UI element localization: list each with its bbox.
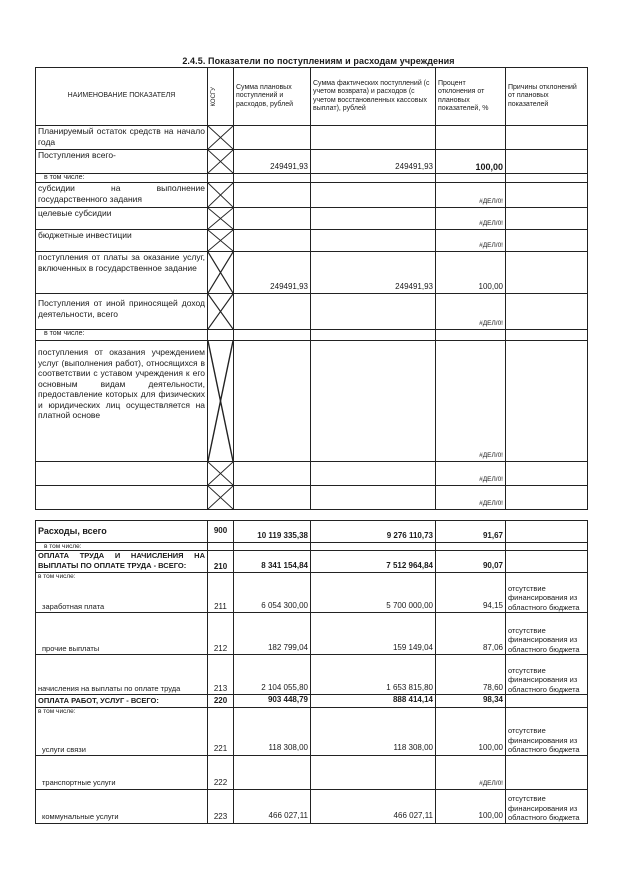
plan-value: 8 341 154,84: [234, 551, 311, 573]
pct-value: 100,00: [436, 252, 506, 294]
pct-value: 100,00: [436, 707, 506, 755]
row-label: бюджетные инвестиции: [36, 230, 208, 252]
plan-value: 2 104 055,80: [234, 655, 311, 695]
header-plan: Сумма плановых поступлений и расходов, рублей: [234, 68, 311, 126]
reason-text: отсутствие финансирования из областного бюджета: [506, 655, 588, 695]
pct-value: 78,60: [436, 655, 506, 695]
section-title: 2.4.5. Показатели по поступлениям и расходам учреждения: [182, 56, 455, 66]
cross-mark: [208, 208, 234, 230]
table-row: [36, 230, 588, 252]
table-row: [36, 150, 588, 174]
pct-value: 91,67: [436, 521, 506, 543]
cross-mark: [208, 252, 234, 294]
table-row: [36, 613, 588, 655]
incl-label: в том числе:: [36, 330, 208, 341]
fact-value: 466 027,11: [311, 789, 436, 823]
table-row: [36, 573, 588, 613]
pct-value: #ДЕЛ/0!: [436, 341, 506, 462]
row-label: Планируемый остаток средств на начало года: [36, 126, 208, 150]
pct-value: 87,06: [436, 613, 506, 655]
reason-text: отсутствие финансирования из областного бюджета: [506, 573, 588, 613]
plan-value: 182 799,04: [234, 613, 311, 655]
reason-text: отсутствие финансирования из областного бюджета: [506, 789, 588, 823]
header-fact: Сумма фактических поступлений (с учетом возврата) и расходов (с учетом восстановленных кассовых выплат), рублей: [311, 68, 436, 126]
plan-value: 249491,93: [234, 150, 311, 174]
table-row: [36, 551, 588, 573]
fact-value: 249491,93: [311, 150, 436, 174]
code-value: 210: [208, 551, 234, 573]
pct-value: 94,15: [436, 573, 506, 613]
fact-value: 118 308,00: [311, 707, 436, 755]
row-label: поступления от платы за оказание услуг, включенных в государственное задание: [36, 252, 208, 294]
code-value: 211: [208, 573, 234, 613]
code-value: 212: [208, 613, 234, 655]
table-row: [36, 208, 588, 230]
fact-value: 249491,93: [311, 252, 436, 294]
incl-label: в том числе:: [38, 573, 76, 580]
header-code: КОСГУ: [211, 86, 217, 107]
header-reasons: Причины отклонений от плановых показателей: [506, 68, 588, 126]
cross-mark: [208, 230, 234, 252]
table-row: [36, 294, 588, 330]
plan-value: 249491,93: [234, 252, 311, 294]
pct-value: #ДЕЛ/0!: [436, 462, 506, 486]
table-row: [36, 341, 588, 462]
header-row: [36, 68, 588, 126]
reason-text: отсутствие финансирования из областного бюджета: [506, 707, 588, 755]
table-row: [36, 789, 588, 823]
row-label: Поступления от иной приносящей доход деятельности, всего: [36, 294, 208, 330]
fact-value: 888 414,14: [311, 695, 436, 708]
incl-label: в том числе:: [38, 707, 76, 715]
table-row: [36, 655, 588, 695]
plan-value: 118 308,00: [234, 707, 311, 755]
table-row: [36, 543, 588, 551]
fact-value: 7 512 964,84: [311, 551, 436, 573]
table-row: [36, 755, 588, 789]
row-label: Расходы, всего: [36, 521, 208, 543]
code-value: 220: [208, 695, 234, 708]
row-label: ОПЛАТА ТРУДА И НАЧИСЛЕНИЯ НА ВЫПЛАТЫ ПО ОПЛАТЕ ТРУДА - ВСЕГО:: [36, 551, 208, 573]
fact-value: 159 149,04: [311, 613, 436, 655]
table-row: [36, 330, 588, 341]
row-label: прочие выплаты: [36, 613, 208, 655]
pct-value: 100,00: [436, 150, 506, 174]
plan-value: 466 027,11: [234, 789, 311, 823]
row-label: целевые субсидии: [36, 208, 208, 230]
pct-value: #ДЕЛ/0!: [436, 208, 506, 230]
fact-value: 5 700 000,00: [311, 573, 436, 613]
pct-value: #ДЕЛ/0!: [436, 294, 506, 330]
row-label: поступления от оказания учреждением услуг (выполнения работ), относящихся в соответствии с уставом учреждения к его основным видам деятельности, предоставление которых для физических и юридических лиц осуществляется на платной основе: [36, 341, 208, 462]
code-value: 900: [208, 521, 234, 543]
expense-table: [35, 520, 588, 824]
table-row: [36, 695, 588, 708]
incl-label: в том числе:: [36, 174, 208, 183]
table-row: [36, 707, 588, 755]
pct-value: 90,07: [436, 551, 506, 573]
table-row: [36, 486, 588, 510]
header-name: НАИМЕНОВАНИЕ ПОКАЗАТЕЛЯ: [36, 68, 208, 126]
table-row: [36, 462, 588, 486]
code-value: 223: [208, 789, 234, 823]
code-value: 221: [208, 707, 234, 755]
pct-value: 98,34: [436, 695, 506, 708]
row-label: ОПЛАТА РАБОТ, УСЛУГ - ВСЕГО:: [36, 695, 208, 708]
code-value: 222: [208, 755, 234, 789]
income-table: [35, 67, 588, 510]
cross-mark: [208, 183, 234, 208]
table-row: [36, 252, 588, 294]
row-label: начисления на выплаты по оплате труда: [36, 655, 208, 695]
plan-value: 10 119 335,38: [234, 521, 311, 543]
pct-value: 100,00: [436, 789, 506, 823]
cross-mark: [208, 486, 234, 510]
row-label: Поступления всего-: [36, 150, 208, 174]
cross-mark: [208, 341, 234, 462]
table-row: [36, 183, 588, 208]
row-label: субсидии на выполнение государственного задания: [36, 183, 208, 208]
row-label: коммунальные услуги: [36, 789, 208, 823]
row-label: услуги связи: [42, 744, 86, 754]
table-row: [36, 521, 588, 543]
incl-label: в том числе:: [36, 543, 208, 551]
plan-value: 6 054 300,00: [234, 573, 311, 613]
row-label: заработная плата: [42, 602, 105, 611]
fact-value: 9 276 110,73: [311, 521, 436, 543]
cross-mark: [208, 462, 234, 486]
code-value: 213: [208, 655, 234, 695]
header-pct: Процент отклонения от плановых показателей, %: [436, 68, 506, 126]
plan-value: 903 448,79: [234, 695, 311, 708]
cross-mark: [208, 126, 234, 150]
reason-text: отсутствие финансирования из областного бюджета: [506, 613, 588, 655]
table-row: [36, 126, 588, 150]
cross-mark: [208, 294, 234, 330]
pct-value: #ДЕЛ/0!: [436, 183, 506, 208]
pct-value: #ДЕЛ/0!: [436, 486, 506, 510]
row-label: транспортные услуги: [36, 755, 208, 789]
fact-value: 1 653 815,80: [311, 655, 436, 695]
pct-value: #ДЕЛ/0!: [436, 755, 506, 789]
cross-mark: [208, 150, 234, 174]
table-row: [36, 174, 588, 183]
pct-value: #ДЕЛ/0!: [436, 230, 506, 252]
